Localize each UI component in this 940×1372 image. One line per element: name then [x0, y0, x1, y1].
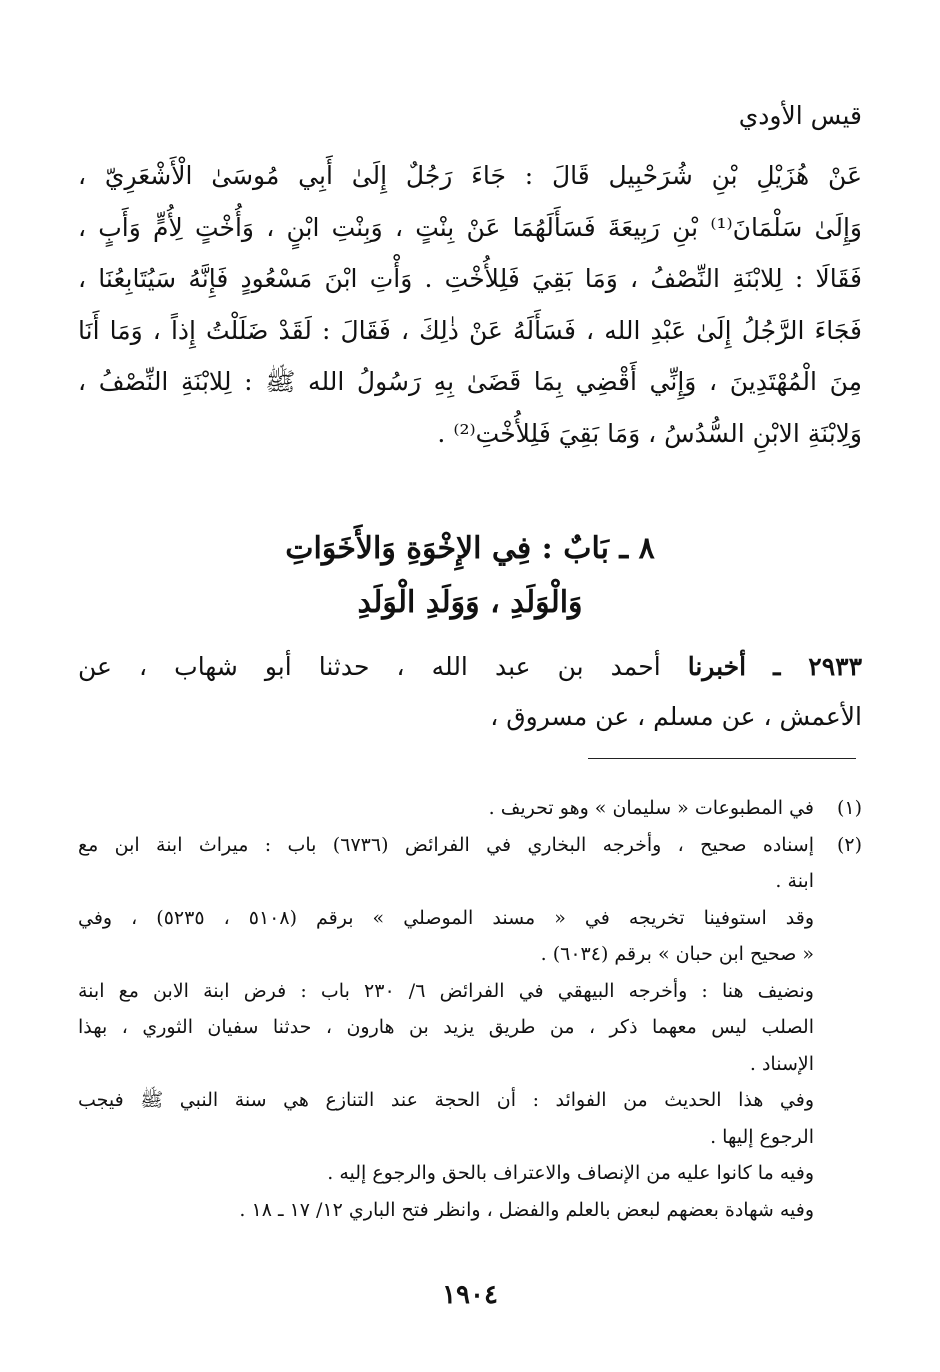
footnote-line: الرجوع إليها .	[710, 1125, 814, 1148]
hadith-line: فَجَاءَ الرَّجُلُ إِلَىٰ عَبْدِ الله ، فَسَأَلَهُ عَنْ ذٰلِكَ ، فَقَالَ : لَقَدْ ضَلَلْتُ إِذاً ، وَمَا أَنَا	[78, 315, 862, 345]
hadith-line: فَقَالَا : لِلابْنَةِ النِّصْفُ ، وَمَا بَقِيَ فَلِلأُخْتِ . وَأْتِ ابْنَ مَسْعُودٍ فَإِنَّهُ سَيُتَابِعُنَا ،	[78, 264, 862, 293]
footnote-marker: (١)	[836, 797, 862, 819]
footnote-marker: (٢)	[836, 833, 862, 856]
hadith-line: وَلِابْنَةِ الابْنِ السُّدُسُ ، وَمَا بَقِيَ فَلِلأُخْتِ⁽²⁾ .	[437, 418, 862, 448]
footnote-separator	[588, 758, 856, 759]
entry-isnad-start: أحمد بن عبد الله ، حدثنا أبو شهاب ، عن	[78, 652, 661, 681]
footnote-body	[78, 790, 814, 827]
hadith-entry	[78, 642, 862, 742]
footnote-line: « صحيح ابن حبان » برقم (٦٠٣٤) .	[540, 943, 814, 965]
footnote-line: وفيه ما كانوا عليه من الإنصاف والاعتراف بالحق والرجوع إليه .	[327, 1162, 814, 1184]
running-header: قيس الأودي	[738, 101, 862, 130]
hadith-text	[78, 150, 862, 459]
footnote-2	[78, 827, 862, 1229]
footnote-line: الإسناد .	[749, 1052, 814, 1075]
footnote-line: ابنة .	[775, 870, 814, 892]
akhbarana-word: أخبرنا	[687, 652, 747, 681]
chapter-title-line-1: ٨ ـ بَابٌ : فِي الإِخْوَةِ وَالأَخَوَاتِ	[285, 531, 655, 566]
hadith-number: ٢٩٣٣ ـ	[773, 652, 862, 681]
footnote-line: وفيه شهادة بعضهم لبعض بالعلم والفضل ، وانظر فتح الباري ١٢/ ١٧ ـ ١٨ .	[239, 1198, 814, 1221]
entry-line-2: الأعمش ، عن مسلم ، عن مسروق ،	[490, 702, 862, 731]
footnote-line: إسناده صحيح ، وأخرجه البخاري في الفرائض (٦٧٣٦) باب : ميراث ابنة ابن مع	[78, 833, 814, 856]
footnote-1	[78, 790, 862, 827]
footnote-line: وقد استوفينا تخريجه في « مسند الموصلي » برقم (٥١٠٨ ، ٥٢٣٥) ، وفي	[78, 906, 814, 929]
footnote-line: وفي هذا الحديث من الفوائد : أن الحجة عند التنازع هي سنة النبي ﷺ فيجب	[78, 1089, 814, 1111]
hadith-line: وَإِلَىٰ سَلْمَانَ⁽¹⁾ بْنِ رَبِيعَةَ فَسَأَلَهُمَا عَنْ بِنْتٍ ، وَبِنْتِ ابْنٍ ، وَأُخْتٍ لِأُمٍّ وَأَبٍ ،	[78, 212, 862, 242]
chapter-title-line-2: وَالْوَلَدِ ، وَوَلَدِ الْوَلَدِ	[357, 585, 583, 620]
footnote-line: ونضيف هنا : وأخرجه البيهقي في الفرائض ٦/ ٢٣٠ باب : فرض ابنة الابن مع ابنة	[78, 979, 814, 1002]
footnote-body	[78, 827, 814, 1229]
hadith-line: مِنَ الْمُهْتَدِينَ ، وَإِنِّي أَقْضِي بِمَا قَضَىٰ بِهِ رَسُولُ الله ﷺ : لِلابْنَةِ النِّصْفُ ،	[78, 367, 862, 396]
footnote-line: في المطبوعات « سليمان » وهو تحريف .	[488, 797, 814, 819]
footnotes	[78, 790, 862, 1228]
footnote-line: الصلب ليس معهما ذكر ، من طريق يزيد بن هارون ، حدثنا سفيان الثوري ، بهذا	[78, 1016, 814, 1038]
entry-line-1	[78, 642, 862, 692]
hadith-line: عَنْ هُزَيْلِ بْنِ شُرَحْبِيل قَالَ : جَاءَ رَجُلٌ إِلَىٰ أَبِي مُوسَىٰ الْأَشْعَرِيّ ،	[78, 161, 862, 190]
chapter-heading	[78, 522, 862, 630]
page-number: ١٩٠٤	[442, 1280, 498, 1310]
